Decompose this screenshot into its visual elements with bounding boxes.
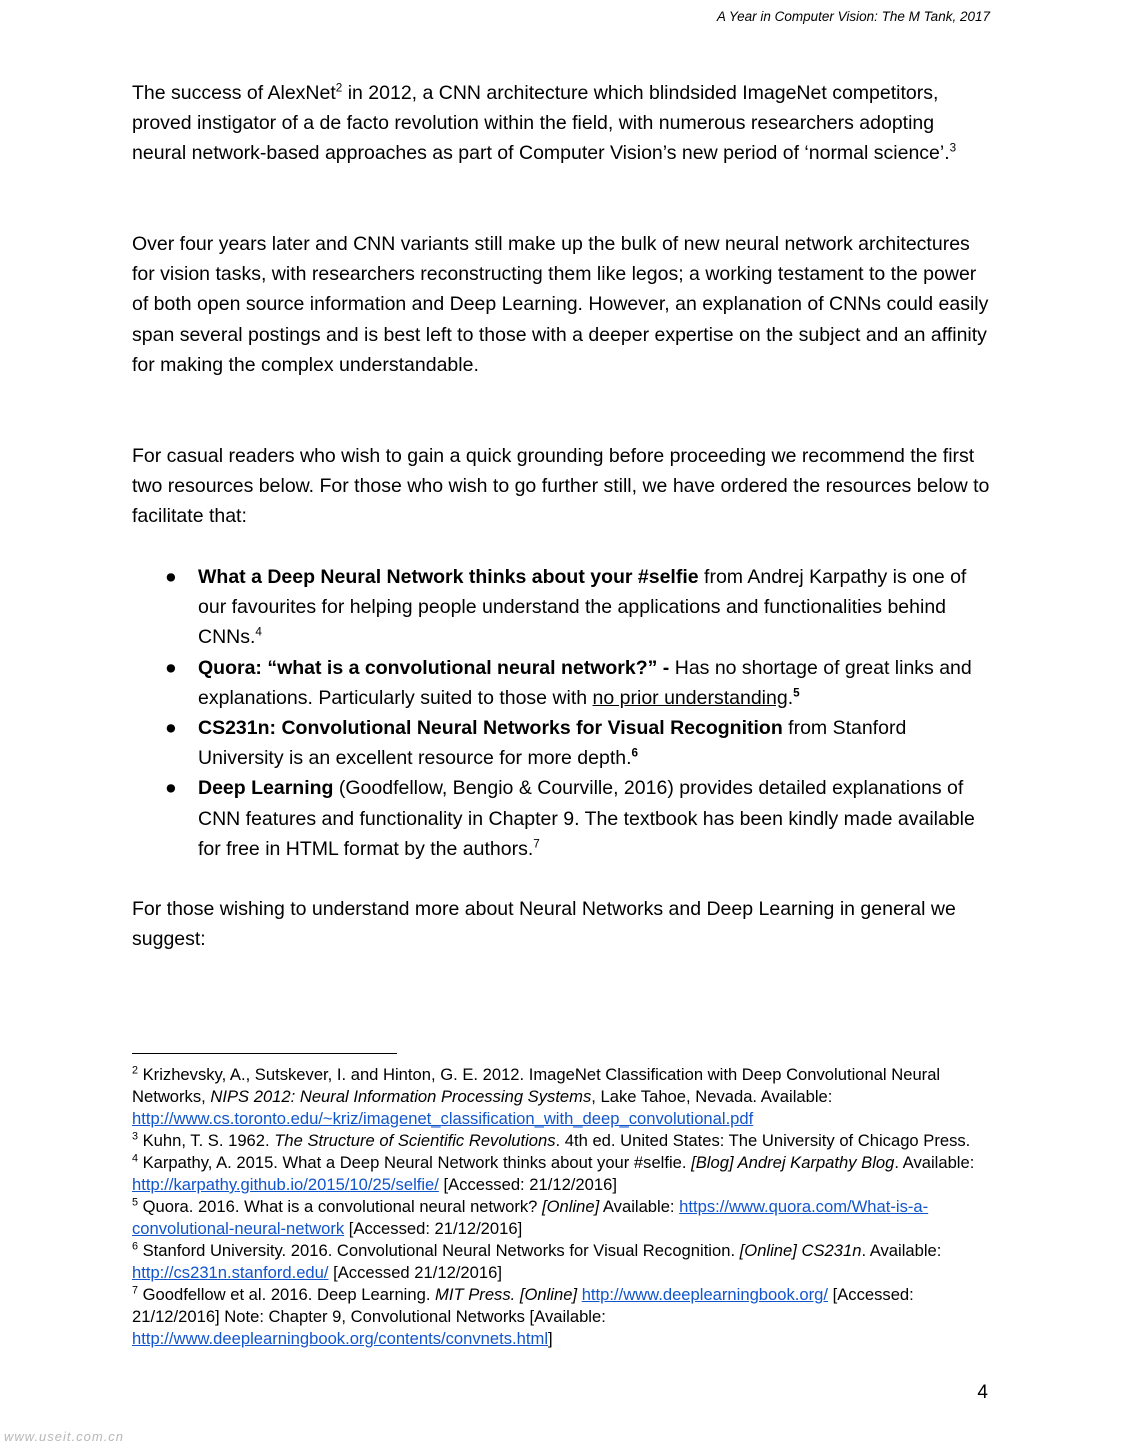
- watermark: www.useit.com.cn: [4, 1429, 125, 1444]
- footnote-text: Goodfellow et al. 2016. Deep Learning.: [138, 1285, 436, 1304]
- underlined-phrase: no prior understanding: [592, 686, 788, 709]
- resource-list: [132, 562, 992, 864]
- footnote-number: 6: [132, 1240, 138, 1253]
- footnote-italic: [Blog] Andrej Karpathy Blog: [691, 1153, 895, 1172]
- footnote-number: 5: [132, 1196, 138, 1209]
- footnote-text: Quora. 2016. What is a convolutional neural network?: [138, 1197, 543, 1216]
- footnote-text: . 4th ed. United States: The University of Chicago Press.: [555, 1131, 971, 1150]
- bullet-marker: ●: [165, 717, 177, 740]
- footnote-text: . Available:: [894, 1153, 975, 1172]
- paragraph-cnn-variants: [132, 229, 992, 380]
- footnote-ref-4[interactable]: 4: [255, 625, 262, 639]
- p4-text: For those wishing to understand more about Neural Networks and Deep Learning in general we suggest:: [132, 898, 956, 951]
- footnote-number: 7: [132, 1284, 138, 1297]
- p1-text-b: in 2012, a CNN architecture which blindsided ImageNet competitors, proved instigator of a de facto revolution within the field, with numerous researchers adopting neural network-based approaches as part of Computer Vision’s new period of ‘normal science’.: [132, 82, 950, 165]
- footnote-6: [132, 1240, 992, 1284]
- list-item: [132, 562, 992, 653]
- footnote-ref-5[interactable]: 5: [793, 686, 800, 700]
- footnote-text: [Accessed: 21/12/2016]: [344, 1219, 523, 1238]
- footnote-link-convnets-chapter[interactable]: http://www.deeplearningbook.org/contents/convnets.html: [132, 1329, 549, 1348]
- footnote-number: 3: [132, 1130, 138, 1143]
- footnote-ref-7[interactable]: 7: [533, 837, 540, 851]
- footnote-number: 4: [132, 1152, 138, 1165]
- footnote-text: [Accessed 21/12/2016]: [328, 1263, 502, 1282]
- resource-desc-cs231n: from Stanford University is an excellent resource for more depth.: [198, 717, 907, 770]
- footnote-text: [Accessed: 21/12/2016] Note: Chapter 9, Convolutional Networks [Available:: [132, 1285, 914, 1326]
- footnote-text: Karpathy, A. 2015. What a Deep Neural Network thinks about your #selfie.: [138, 1153, 692, 1172]
- bullet-marker: ●: [165, 566, 177, 588]
- footnote-text: [Accessed: 21/12/2016]: [438, 1175, 617, 1194]
- resource-title-deep-learning: Deep Learning: [198, 777, 334, 800]
- footnote-link-quora[interactable]: https://www.quora.com/What-is-a-convolutional-neural-network: [132, 1197, 929, 1238]
- p3-text: For casual readers who wish to gain a quick grounding before proceeding we recommend the first two resources below. For those who wish to go further still, we have ordered the resources below to facilitate that:: [132, 445, 990, 528]
- resource-title-selfie: What a Deep Neural Network thinks about your #selfie: [198, 566, 699, 588]
- footnotes: [132, 1064, 992, 1350]
- resource-desc-deep-learning: (Goodfellow, Bengio & Courville, 2016) provides detailed explanations of CNN features and functionality in Chapter 9. The textbook has been kindly made available for free in HTML format by the authors.: [198, 777, 975, 860]
- list-item: [132, 653, 992, 713]
- footnote-text: Stanford University. 2016. Convolutional Neural Networks for Visual Recognition.: [138, 1241, 740, 1260]
- footnote-italic: MIT Press. [Online]: [435, 1285, 578, 1304]
- p2-text: Over four years later and CNN variants still make up the bulk of new neural network architectures for vision tasks, with researchers reconstructing them like legos; a working testament to the power of both open source information and Deep Learning. However, an explanation of CNNs could easily span several postings and is best left to those with a deeper expertise on the subject and an affinity for making the complex understandable.: [132, 233, 989, 376]
- paragraph-further-reading: [132, 894, 992, 954]
- resource-title-quora: Quora: “what is a convolutional neural network?” -: [198, 656, 670, 679]
- paragraph-casual-readers: [132, 441, 992, 532]
- resource-desc-selfie: from Andrej Karpathy is one of our favourites for helping people understand the applications and functionalities behind CNNs.: [198, 566, 967, 649]
- footnote-2: [132, 1064, 992, 1130]
- footnote-7: [132, 1284, 992, 1350]
- footnote-ref-3[interactable]: 3: [949, 141, 957, 155]
- running-header: A Year in Computer Vision: The M Tank, 2017: [716, 9, 990, 24]
- footnote-3: [132, 1130, 992, 1152]
- footnote-italic: [Online] CS231n: [739, 1241, 862, 1260]
- footnote-italic: NIPS 2012: Neural Information Processing Systems: [210, 1087, 592, 1106]
- list-item: [132, 713, 992, 773]
- footnote-text: ]: [548, 1329, 553, 1348]
- footnote-number: 2: [132, 1064, 138, 1077]
- footnote-text: Kuhn, T. S. 1962.: [138, 1131, 275, 1150]
- resource-desc-quora: Has no shortage of great links and explanations. Particularly suited to those with: [198, 656, 972, 709]
- footnote-italic: The Structure of Scientific Revolutions: [274, 1131, 556, 1150]
- footnote-italic: [Online]: [542, 1197, 600, 1216]
- footnote-ref-6[interactable]: 6: [631, 746, 639, 760]
- footnote-link-cs231n[interactable]: http://cs231n.stanford.edu/: [132, 1263, 329, 1282]
- list-item: [132, 773, 992, 864]
- footnote-ref-2[interactable]: 2: [335, 81, 343, 95]
- footnote-link-alexnet-pdf[interactable]: http://www.cs.toronto.edu/~kriz/imagenet_classification_with_deep_convolutional.pdf: [132, 1109, 754, 1128]
- page-number: 4: [977, 1382, 988, 1403]
- paragraph-alexnet: [132, 78, 992, 169]
- footnote-text: Available:: [599, 1197, 680, 1216]
- footnote-5: [132, 1196, 992, 1240]
- footnote-text: , Lake Tahoe, Nevada. Available:: [591, 1087, 833, 1106]
- footnote-text: Krizhevsky, A., Sutskever, I. and Hinton, G. E. 2012. ImageNet Classification with Deep Convolutional Neural Networks,: [132, 1065, 941, 1106]
- footnote-link-karpathy[interactable]: http://karpathy.github.io/2015/10/25/selfie/: [132, 1175, 439, 1194]
- resource-desc-quora-end: .: [787, 686, 794, 709]
- p1-text-a: The success of AlexNet: [132, 82, 336, 104]
- bullet-marker: ●: [165, 656, 177, 679]
- bullet-marker: ●: [165, 777, 177, 800]
- footnote-4: [132, 1152, 992, 1196]
- footnote-link-deeplearningbook[interactable]: http://www.deeplearningbook.org/: [581, 1285, 828, 1304]
- footnote-divider: [132, 1053, 397, 1054]
- resource-title-cs231n: CS231n: Convolutional Neural Networks for Visual Recognition: [198, 717, 783, 740]
- footnote-text: . Available:: [861, 1241, 942, 1260]
